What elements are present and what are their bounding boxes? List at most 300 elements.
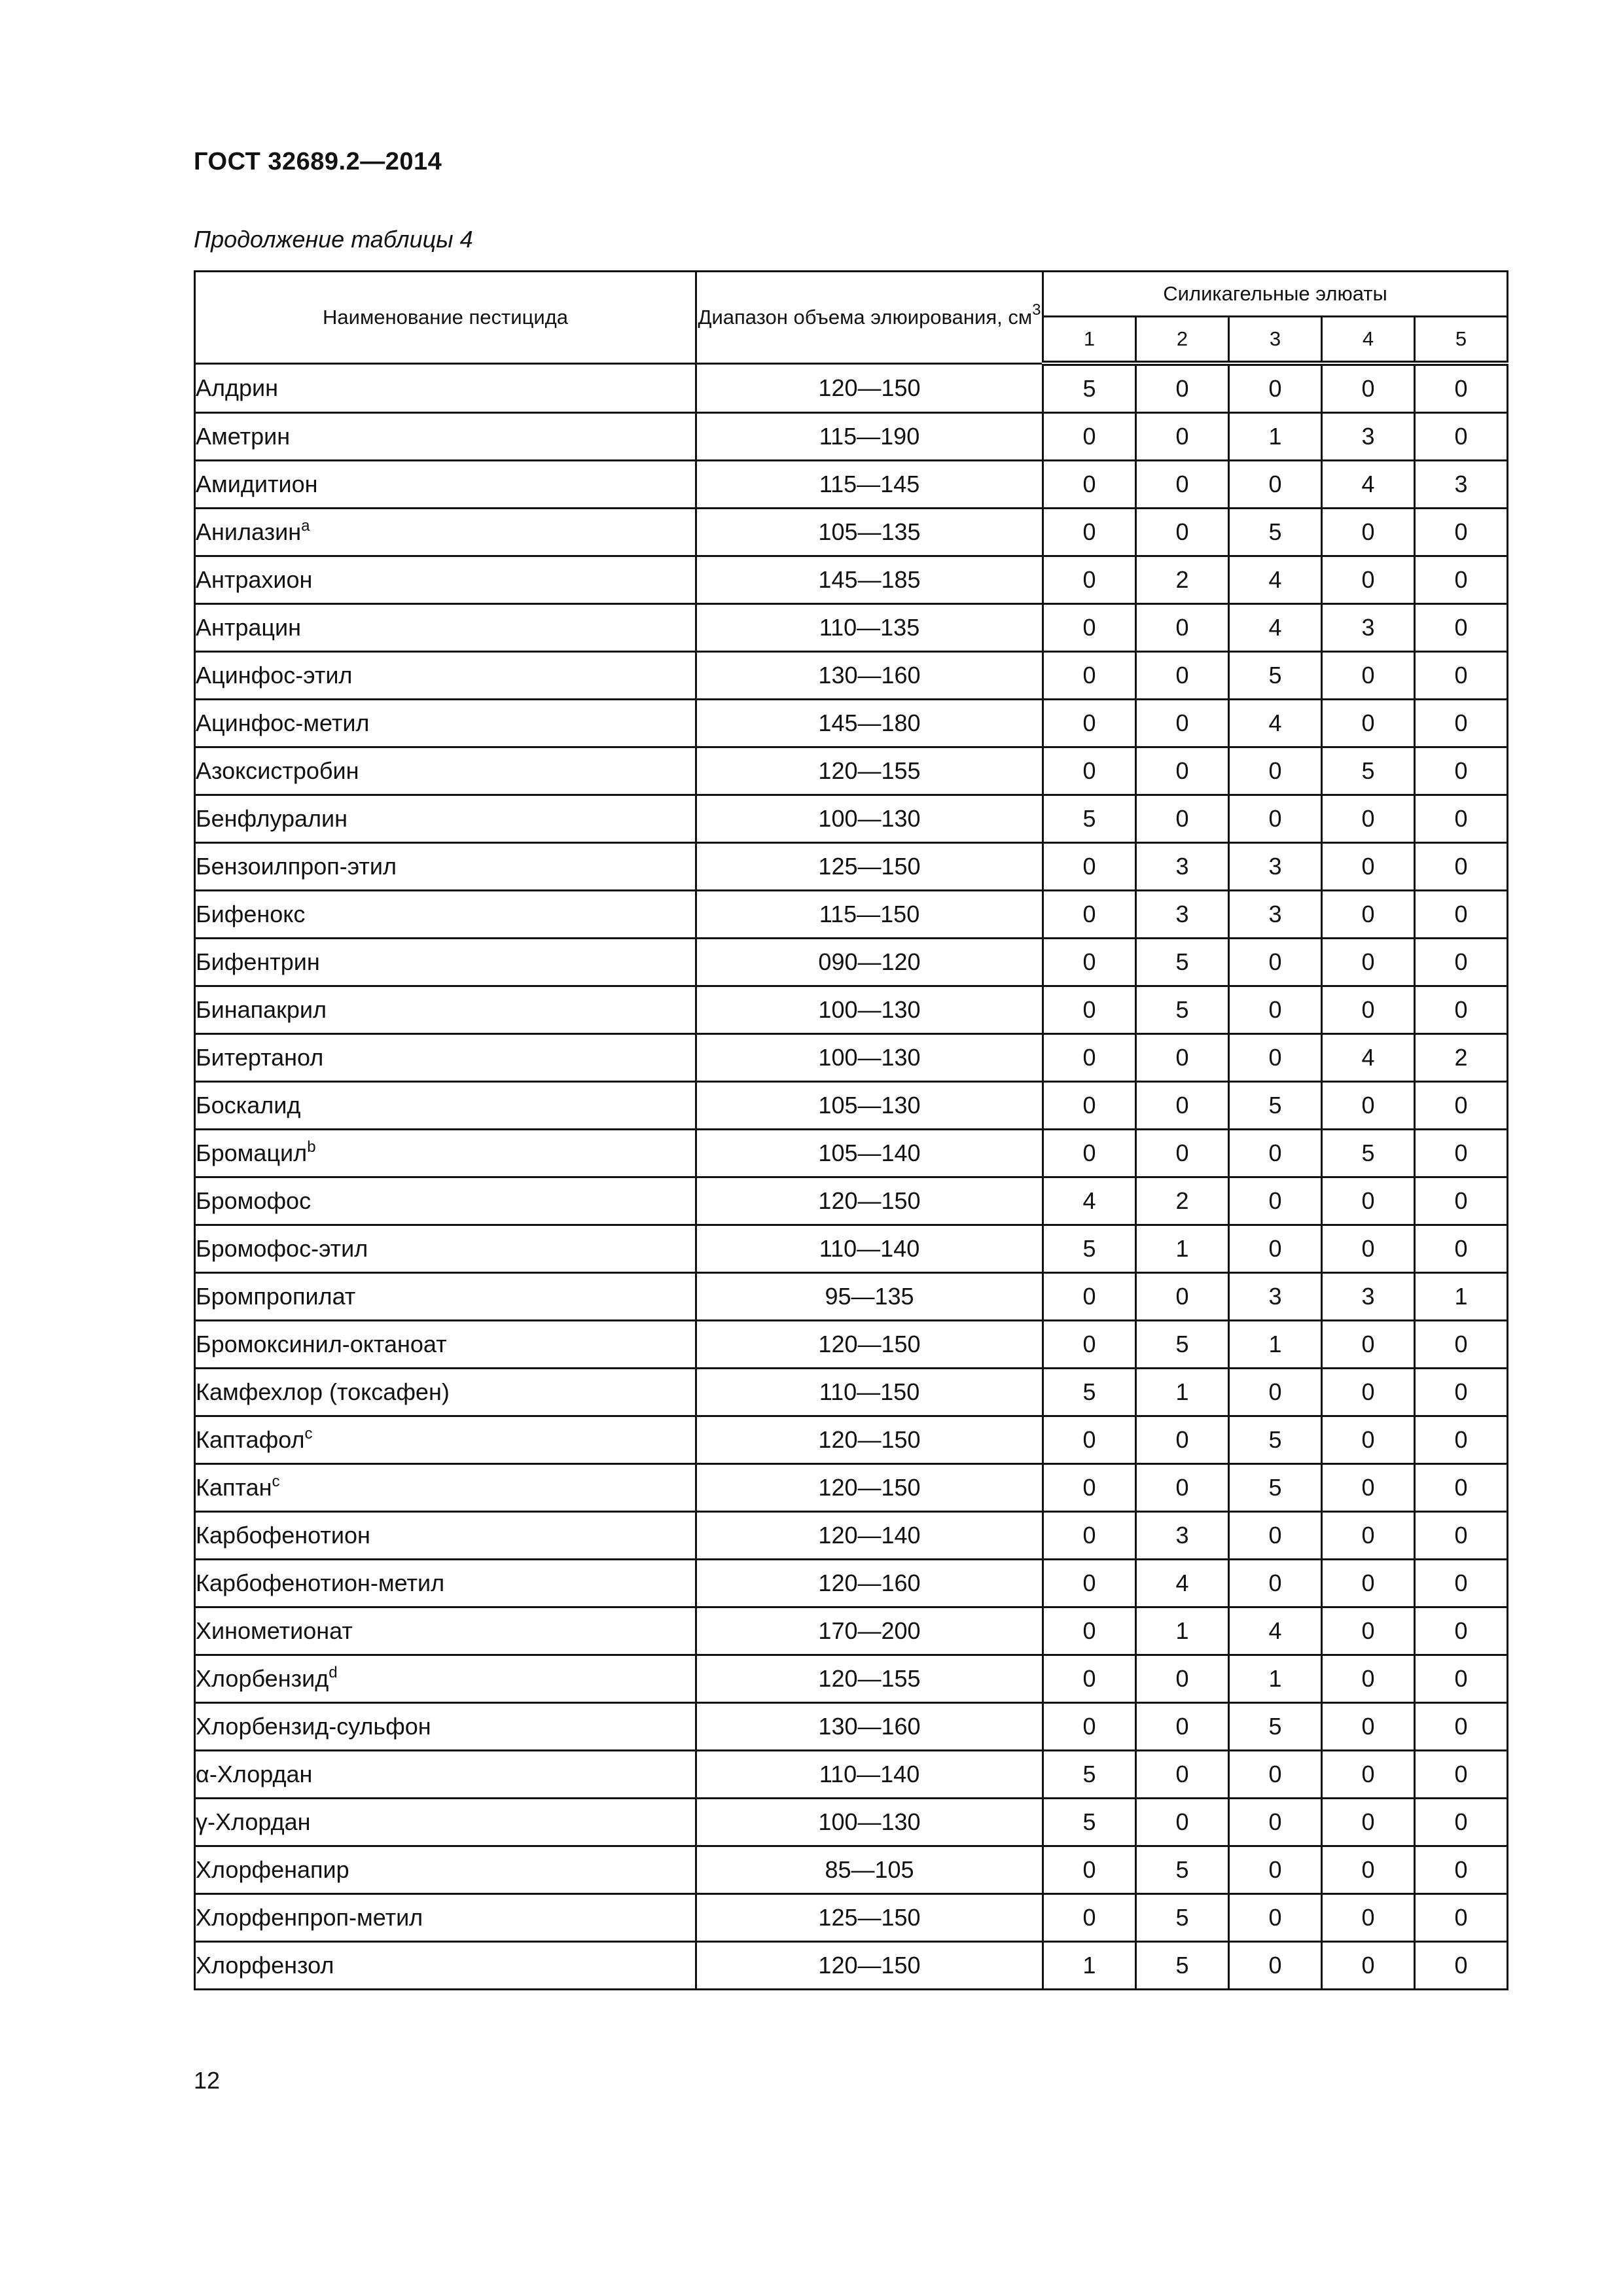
pesticide-name-cell xyxy=(195,556,696,604)
eluate-number-header: 1 xyxy=(1043,317,1136,364)
eluate-value-cell: 0 xyxy=(1415,556,1508,604)
pesticide-name: Бромацил xyxy=(196,1139,308,1166)
eluate-value-cell: 0 xyxy=(1136,652,1229,700)
pesticide-name: Бромпропилат xyxy=(196,1283,356,1310)
eluate-value-cell: 0 xyxy=(1136,1703,1229,1751)
elution-range-cell: 100—130 xyxy=(696,1034,1043,1082)
eluate-value-cell: 0 xyxy=(1322,1225,1415,1273)
table-caption: Продолжение таблицы 4 xyxy=(194,226,473,253)
eluate-value-cell: 0 xyxy=(1043,843,1136,891)
pesticide-name: Аметрин xyxy=(196,423,291,450)
pesticide-name-cell xyxy=(195,700,696,747)
elution-range-cell: 120—155 xyxy=(696,1655,1043,1703)
eluate-value-cell: 0 xyxy=(1043,891,1136,939)
pesticide-name-cell xyxy=(195,843,696,891)
eluate-value-cell: 1 xyxy=(1415,1273,1508,1321)
eluate-value-cell: 3 xyxy=(1136,891,1229,939)
eluate-value-cell: 4 xyxy=(1136,1560,1229,1607)
pesticide-name: Ацинфос-метил xyxy=(196,709,370,736)
eluate-number-header: 4 xyxy=(1322,317,1415,364)
eluate-value-cell: 0 xyxy=(1043,1034,1136,1082)
eluate-value-cell: 0 xyxy=(1136,1273,1229,1321)
eluate-value-cell: 0 xyxy=(1229,1894,1322,1942)
elution-range-cell: 090—120 xyxy=(696,939,1043,986)
eluate-value-cell: 5 xyxy=(1136,939,1229,986)
eluate-value-cell: 0 xyxy=(1229,1177,1322,1225)
column-header-range-unit-sup: 3 xyxy=(1032,300,1041,319)
eluate-value-cell: 0 xyxy=(1322,1082,1415,1130)
pesticide-name-cell xyxy=(195,604,696,652)
eluate-number-header: 2 xyxy=(1136,317,1229,364)
eluate-value-cell: 0 xyxy=(1415,1703,1508,1751)
pesticide-name-cell xyxy=(195,461,696,509)
footnote-marker: d xyxy=(329,1664,338,1681)
eluate-value-cell: 0 xyxy=(1043,1130,1136,1177)
elution-range-cell: 130—160 xyxy=(696,1703,1043,1751)
eluate-value-cell: 0 xyxy=(1415,1799,1508,1846)
elution-range-cell: 110—140 xyxy=(696,1225,1043,1273)
eluate-value-cell: 0 xyxy=(1415,652,1508,700)
column-header-eluates: Силикагельные элюаты xyxy=(1043,272,1508,317)
eluate-value-cell: 0 xyxy=(1322,1464,1415,1512)
pesticide-elution-table xyxy=(194,270,1508,1990)
elution-range-cell: 100—130 xyxy=(696,795,1043,843)
eluate-value-cell: 3 xyxy=(1415,461,1508,509)
eluate-value-cell: 0 xyxy=(1415,1560,1508,1607)
table-row xyxy=(195,986,1508,1034)
elution-range-cell: 120—150 xyxy=(696,1942,1043,1990)
elution-range-cell: 115—145 xyxy=(696,461,1043,509)
pesticide-name: Хлорфензол xyxy=(196,1952,334,1979)
pesticide-name-cell xyxy=(195,363,696,413)
eluate-value-cell: 0 xyxy=(1415,1082,1508,1130)
eluate-value-cell: 0 xyxy=(1043,509,1136,556)
eluate-value-cell: 0 xyxy=(1415,1225,1508,1273)
table-row xyxy=(195,461,1508,509)
elution-range-cell: 130—160 xyxy=(696,652,1043,700)
eluate-value-cell: 3 xyxy=(1229,891,1322,939)
eluate-value-cell: 0 xyxy=(1043,1273,1136,1321)
table-row xyxy=(195,1799,1508,1846)
pesticide-name-cell xyxy=(195,1607,696,1655)
eluate-value-cell: 3 xyxy=(1229,843,1322,891)
eluate-value-cell: 0 xyxy=(1322,986,1415,1034)
eluate-value-cell: 0 xyxy=(1415,700,1508,747)
eluate-value-cell: 0 xyxy=(1415,747,1508,795)
eluate-value-cell: 0 xyxy=(1043,700,1136,747)
eluate-value-cell: 0 xyxy=(1043,1703,1136,1751)
eluate-value-cell: 5 xyxy=(1229,509,1322,556)
elution-range-cell: 125—150 xyxy=(696,843,1043,891)
table-row xyxy=(195,1273,1508,1321)
eluate-value-cell: 0 xyxy=(1229,1942,1322,1990)
elution-range-cell: 100—130 xyxy=(696,986,1043,1034)
table-row xyxy=(195,1607,1508,1655)
eluate-value-cell: 4 xyxy=(1322,461,1415,509)
pesticide-name-cell xyxy=(195,1560,696,1607)
column-header-range-text: Диапазон объема элюирования, см xyxy=(698,305,1033,329)
eluate-value-cell: 5 xyxy=(1136,1321,1229,1369)
eluate-value-cell: 0 xyxy=(1043,604,1136,652)
eluate-value-cell: 0 xyxy=(1136,795,1229,843)
elution-range-cell: 105—135 xyxy=(696,509,1043,556)
pesticide-name: Антрацин xyxy=(196,614,302,641)
eluate-value-cell: 1 xyxy=(1136,1369,1229,1416)
pesticide-name-cell xyxy=(195,509,696,556)
pesticide-name: Бромофос xyxy=(196,1187,312,1214)
elution-range-cell: 120—160 xyxy=(696,1560,1043,1607)
eluate-value-cell: 3 xyxy=(1136,1512,1229,1560)
eluate-value-cell: 0 xyxy=(1136,363,1229,413)
table-row xyxy=(195,747,1508,795)
eluate-value-cell: 3 xyxy=(1322,413,1415,461)
column-header-range xyxy=(696,272,1043,364)
eluate-value-cell: 0 xyxy=(1415,363,1508,413)
eluate-value-cell: 3 xyxy=(1136,843,1229,891)
eluate-value-cell: 5 xyxy=(1043,363,1136,413)
table-row xyxy=(195,795,1508,843)
eluate-value-cell: 0 xyxy=(1322,1512,1415,1560)
eluate-value-cell: 0 xyxy=(1136,1799,1229,1846)
eluate-value-cell: 0 xyxy=(1322,1416,1415,1464)
eluate-value-cell: 3 xyxy=(1322,1273,1415,1321)
eluate-value-cell: 0 xyxy=(1322,1942,1415,1990)
eluate-value-cell: 0 xyxy=(1043,1655,1136,1703)
table-row xyxy=(195,363,1508,413)
eluate-value-cell: 5 xyxy=(1136,1942,1229,1990)
pesticide-name: Бенфлуралин xyxy=(196,805,348,832)
pesticide-name-cell xyxy=(195,1082,696,1130)
eluate-value-cell: 0 xyxy=(1322,1703,1415,1751)
eluate-value-cell: 0 xyxy=(1415,1177,1508,1225)
eluate-value-cell: 0 xyxy=(1415,1751,1508,1799)
pesticide-name: Алдрин xyxy=(196,374,279,401)
eluate-value-cell: 0 xyxy=(1415,413,1508,461)
eluate-value-cell: 0 xyxy=(1322,556,1415,604)
eluate-value-cell: 0 xyxy=(1322,795,1415,843)
pesticide-name: Бифентрин xyxy=(196,948,320,975)
eluate-value-cell: 0 xyxy=(1322,843,1415,891)
eluate-value-cell: 0 xyxy=(1043,747,1136,795)
pesticide-name: Антрахион xyxy=(196,566,313,593)
table-row xyxy=(195,652,1508,700)
elution-range-cell: 120—150 xyxy=(696,1177,1043,1225)
table-row xyxy=(195,1655,1508,1703)
eluate-value-cell: 0 xyxy=(1043,1416,1136,1464)
pesticide-name-cell xyxy=(195,1846,696,1894)
elution-range-cell: 120—150 xyxy=(696,1416,1043,1464)
eluate-value-cell: 0 xyxy=(1043,1894,1136,1942)
table-row xyxy=(195,1703,1508,1751)
pesticide-name-cell xyxy=(195,413,696,461)
pesticide-name-cell xyxy=(195,1799,696,1846)
pesticide-name-cell xyxy=(195,1273,696,1321)
eluate-number-header: 3 xyxy=(1229,317,1322,364)
column-header-name: Наименование пестицида xyxy=(195,272,696,364)
table-row xyxy=(195,1464,1508,1512)
eluate-value-cell: 0 xyxy=(1136,747,1229,795)
eluate-value-cell: 3 xyxy=(1322,604,1415,652)
table-row xyxy=(195,1416,1508,1464)
pesticide-name: Азоксистробин xyxy=(196,757,359,784)
eluate-value-cell: 0 xyxy=(1043,986,1136,1034)
eluate-value-cell: 0 xyxy=(1229,747,1322,795)
table-row xyxy=(195,1560,1508,1607)
eluate-value-cell: 0 xyxy=(1229,939,1322,986)
eluate-value-cell: 0 xyxy=(1415,891,1508,939)
eluate-value-cell: 5 xyxy=(1322,1130,1415,1177)
eluate-value-cell: 0 xyxy=(1322,1751,1415,1799)
pesticide-name: Карбофенотион-метил xyxy=(196,1570,445,1596)
eluate-value-cell: 0 xyxy=(1322,700,1415,747)
eluate-value-cell: 0 xyxy=(1322,1607,1415,1655)
eluate-value-cell: 0 xyxy=(1043,1560,1136,1607)
pesticide-name-cell xyxy=(195,986,696,1034)
eluate-value-cell: 0 xyxy=(1415,1464,1508,1512)
eluate-value-cell: 0 xyxy=(1322,939,1415,986)
pesticide-name-cell xyxy=(195,795,696,843)
elution-range-cell: 120—150 xyxy=(696,1321,1043,1369)
eluate-value-cell: 0 xyxy=(1322,891,1415,939)
elution-range-cell: 125—150 xyxy=(696,1894,1043,1942)
pesticide-name-cell xyxy=(195,1655,696,1703)
table-row xyxy=(195,1130,1508,1177)
footnote-marker: c xyxy=(304,1425,313,1443)
elution-range-cell: 120—150 xyxy=(696,1464,1043,1512)
eluate-value-cell: 0 xyxy=(1043,652,1136,700)
elution-range-cell: 100—130 xyxy=(696,1799,1043,1846)
eluate-value-cell: 0 xyxy=(1415,1607,1508,1655)
table-row xyxy=(195,1321,1508,1369)
eluate-value-cell: 0 xyxy=(1229,795,1322,843)
eluate-value-cell: 0 xyxy=(1322,363,1415,413)
eluate-value-cell: 0 xyxy=(1322,1655,1415,1703)
eluate-value-cell: 5 xyxy=(1136,1846,1229,1894)
eluate-value-cell: 5 xyxy=(1043,1369,1136,1416)
eluate-value-cell: 0 xyxy=(1322,1560,1415,1607)
elution-range-cell: 120—150 xyxy=(696,363,1043,413)
eluate-value-cell: 0 xyxy=(1136,1464,1229,1512)
table-row xyxy=(195,1512,1508,1560)
pesticide-name-cell xyxy=(195,1464,696,1512)
pesticide-name-cell xyxy=(195,1512,696,1560)
eluate-value-cell: 0 xyxy=(1136,509,1229,556)
eluate-value-cell: 0 xyxy=(1136,1130,1229,1177)
eluate-value-cell: 0 xyxy=(1043,461,1136,509)
eluate-value-cell: 4 xyxy=(1229,700,1322,747)
table-row xyxy=(195,891,1508,939)
eluate-value-cell: 0 xyxy=(1043,556,1136,604)
pesticide-name-cell xyxy=(195,1416,696,1464)
document-header: ГОСТ 32689.2—2014 xyxy=(194,148,442,175)
pesticide-name: Битертанол xyxy=(196,1044,324,1071)
table-row xyxy=(195,1894,1508,1942)
eluate-value-cell: 0 xyxy=(1136,1034,1229,1082)
footnote-marker: c xyxy=(272,1473,280,1490)
pesticide-name: Бромоксинил-октаноат xyxy=(196,1331,447,1357)
eluate-value-cell: 5 xyxy=(1229,1082,1322,1130)
eluate-value-cell: 0 xyxy=(1043,1512,1136,1560)
eluate-value-cell: 0 xyxy=(1136,700,1229,747)
eluate-value-cell: 0 xyxy=(1136,604,1229,652)
elution-range-cell: 105—130 xyxy=(696,1082,1043,1130)
eluate-value-cell: 1 xyxy=(1229,413,1322,461)
eluate-value-cell: 0 xyxy=(1415,509,1508,556)
eluate-value-cell: 0 xyxy=(1229,363,1322,413)
pesticide-name: α-Хлордан xyxy=(196,1761,313,1787)
elution-range-cell: 145—180 xyxy=(696,700,1043,747)
eluate-value-cell: 0 xyxy=(1229,1799,1322,1846)
eluate-value-cell: 5 xyxy=(1136,986,1229,1034)
eluate-value-cell: 1 xyxy=(1229,1321,1322,1369)
elution-range-cell: 110—140 xyxy=(696,1751,1043,1799)
pesticide-name-cell xyxy=(195,1130,696,1177)
eluate-value-cell: 0 xyxy=(1322,1177,1415,1225)
table-header-row xyxy=(195,272,1508,317)
eluate-value-cell: 1 xyxy=(1136,1607,1229,1655)
eluate-value-cell: 0 xyxy=(1136,1416,1229,1464)
eluate-number-header: 5 xyxy=(1415,317,1508,364)
eluate-value-cell: 0 xyxy=(1136,461,1229,509)
eluate-value-cell: 5 xyxy=(1043,1751,1136,1799)
pesticide-name: Хлорбензид-сульфон xyxy=(196,1713,431,1740)
pesticide-name: Хлорфенпроп-метил xyxy=(196,1904,423,1931)
elution-range-cell: 115—190 xyxy=(696,413,1043,461)
eluate-value-cell: 0 xyxy=(1043,1464,1136,1512)
eluate-value-cell: 0 xyxy=(1043,413,1136,461)
pesticide-name-cell xyxy=(195,891,696,939)
eluate-value-cell: 0 xyxy=(1229,1751,1322,1799)
eluate-value-cell: 5 xyxy=(1043,1799,1136,1846)
eluate-value-cell: 0 xyxy=(1043,939,1136,986)
eluate-value-cell: 5 xyxy=(1229,1416,1322,1464)
table-row xyxy=(195,939,1508,986)
eluate-value-cell: 0 xyxy=(1415,604,1508,652)
footnote-marker: b xyxy=(307,1138,316,1156)
eluate-value-cell: 5 xyxy=(1043,1225,1136,1273)
eluate-value-cell: 0 xyxy=(1415,1846,1508,1894)
eluate-value-cell: 0 xyxy=(1229,1225,1322,1273)
eluate-value-cell: 0 xyxy=(1229,1846,1322,1894)
eluate-value-cell: 0 xyxy=(1322,1369,1415,1416)
eluate-value-cell: 0 xyxy=(1229,1512,1322,1560)
pesticide-name-cell xyxy=(195,1177,696,1225)
eluate-value-cell: 5 xyxy=(1043,795,1136,843)
eluate-value-cell: 0 xyxy=(1415,843,1508,891)
pesticide-name-cell xyxy=(195,652,696,700)
eluate-value-cell: 5 xyxy=(1136,1894,1229,1942)
pesticide-name: Бромофос-этил xyxy=(196,1235,368,1262)
eluate-value-cell: 0 xyxy=(1322,652,1415,700)
eluate-value-cell: 0 xyxy=(1136,1655,1229,1703)
eluate-value-cell: 0 xyxy=(1415,1130,1508,1177)
table-row xyxy=(195,1846,1508,1894)
eluate-value-cell: 0 xyxy=(1415,1369,1508,1416)
pesticide-name-cell xyxy=(195,1034,696,1082)
footnote-marker: a xyxy=(301,517,310,535)
table-row xyxy=(195,604,1508,652)
elution-range-cell: 145—185 xyxy=(696,556,1043,604)
pesticide-name: Боскалид xyxy=(196,1092,301,1119)
elution-range-cell: 120—140 xyxy=(696,1512,1043,1560)
eluate-value-cell: 5 xyxy=(1229,1703,1322,1751)
eluate-value-cell: 0 xyxy=(1136,1082,1229,1130)
elution-range-cell: 110—150 xyxy=(696,1369,1043,1416)
eluate-value-cell: 0 xyxy=(1322,1321,1415,1369)
pesticide-name-cell xyxy=(195,1225,696,1273)
eluate-value-cell: 0 xyxy=(1415,1655,1508,1703)
table-row xyxy=(195,1942,1508,1990)
eluate-value-cell: 4 xyxy=(1322,1034,1415,1082)
table-row xyxy=(195,1082,1508,1130)
table-row xyxy=(195,1369,1508,1416)
table-row xyxy=(195,700,1508,747)
pesticide-name-cell xyxy=(195,1369,696,1416)
table-row xyxy=(195,556,1508,604)
pesticide-name: Хинометионат xyxy=(196,1617,353,1644)
pesticide-name-cell xyxy=(195,1703,696,1751)
pesticide-name: Каптафол xyxy=(196,1426,305,1453)
eluate-value-cell: 0 xyxy=(1322,1846,1415,1894)
elution-range-cell: 85—105 xyxy=(696,1846,1043,1894)
table-row xyxy=(195,1751,1508,1799)
table-row xyxy=(195,413,1508,461)
eluate-value-cell: 4 xyxy=(1229,604,1322,652)
elution-range-cell: 95—135 xyxy=(696,1273,1043,1321)
eluate-value-cell: 0 xyxy=(1322,509,1415,556)
eluate-value-cell: 1 xyxy=(1136,1225,1229,1273)
elution-range-cell: 105—140 xyxy=(696,1130,1043,1177)
eluate-value-cell: 0 xyxy=(1043,1321,1136,1369)
eluate-value-cell: 0 xyxy=(1415,1321,1508,1369)
pesticide-name: Анилазин xyxy=(196,518,302,545)
page-number: 12 xyxy=(194,2067,221,2094)
eluate-value-cell: 0 xyxy=(1415,795,1508,843)
eluate-value-cell: 5 xyxy=(1229,652,1322,700)
table-row xyxy=(195,1177,1508,1225)
eluate-value-cell: 0 xyxy=(1043,1607,1136,1655)
pesticide-name-cell xyxy=(195,1942,696,1990)
pesticide-name-cell xyxy=(195,1894,696,1942)
eluate-value-cell: 0 xyxy=(1415,939,1508,986)
eluate-value-cell: 0 xyxy=(1322,1894,1415,1942)
pesticide-name: Амидитион xyxy=(196,471,318,497)
eluate-value-cell: 0 xyxy=(1229,1130,1322,1177)
eluate-value-cell: 1 xyxy=(1229,1655,1322,1703)
pesticide-name: Хлорфенапир xyxy=(196,1856,349,1883)
elution-range-cell: 120—155 xyxy=(696,747,1043,795)
pesticide-name: Бифенокс xyxy=(196,901,306,927)
pesticide-name: Ацинфос-этил xyxy=(196,662,353,689)
eluate-value-cell: 0 xyxy=(1415,1894,1508,1942)
pesticide-name: Хлорбензид xyxy=(196,1665,329,1692)
pesticide-name: Бензоилпроп-этил xyxy=(196,853,397,880)
eluate-value-cell: 0 xyxy=(1415,1416,1508,1464)
table-row xyxy=(195,509,1508,556)
eluate-value-cell: 2 xyxy=(1136,1177,1229,1225)
eluate-value-cell: 0 xyxy=(1043,1846,1136,1894)
eluate-value-cell: 4 xyxy=(1043,1177,1136,1225)
pesticide-name-cell xyxy=(195,747,696,795)
table-row xyxy=(195,1034,1508,1082)
eluate-value-cell: 4 xyxy=(1229,1607,1322,1655)
pesticide-name: Камфехлор (токсафен) xyxy=(196,1378,450,1405)
eluate-value-cell: 0 xyxy=(1322,1799,1415,1846)
pesticide-name: γ-Хлордан xyxy=(196,1808,311,1835)
eluate-value-cell: 2 xyxy=(1415,1034,1508,1082)
pesticide-name: Каптан xyxy=(196,1474,272,1501)
eluate-value-cell: 5 xyxy=(1322,747,1415,795)
